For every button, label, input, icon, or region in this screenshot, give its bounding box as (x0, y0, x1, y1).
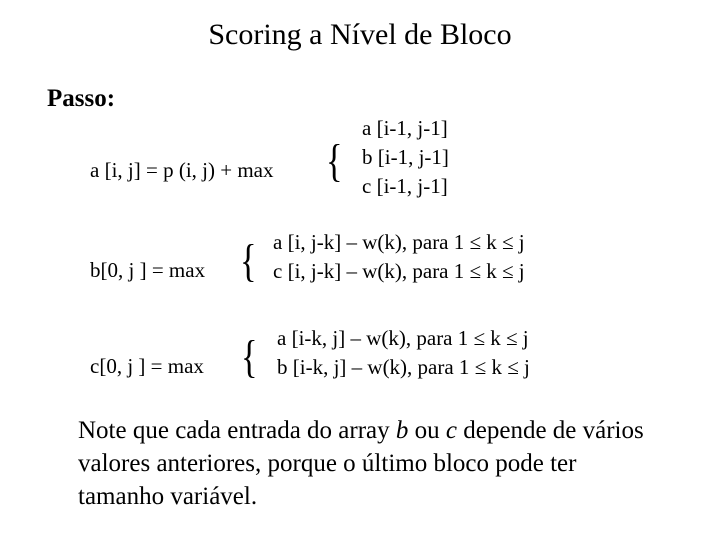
equation-b-options (273, 228, 525, 286)
equation-a-option: a [i-1, j-1] (362, 116, 448, 140)
note-text: ou (408, 417, 446, 444)
note-text: depende de vários valores anteriores, porque o último bloco pode ter tamanho variável. (78, 417, 644, 510)
equation-b-lhs: b[0, j ] = max (90, 258, 206, 282)
equation-c-option: b [i-k, j] – w(k), para 1 ≤ k ≤ j (277, 355, 530, 379)
equation-c-option: a [i-k, j] – w(k), para 1 ≤ k ≤ j (277, 326, 529, 350)
equation-b-option: a [i, j-k] – w(k), para 1 ≤ k ≤ j (273, 230, 525, 254)
note-var-b: b (395, 417, 409, 444)
note-paragraph (78, 414, 658, 513)
equation-a-brace: { (326, 135, 343, 186)
equation-a-lhs: a [i, j] = p (i, j) + max (90, 158, 274, 182)
equation-a-option: b [i-1, j-1] (362, 145, 449, 169)
equation-c-brace: { (241, 331, 258, 382)
equation-b-option: c [i, j-k] – w(k), para 1 ≤ k ≤ j (273, 259, 525, 283)
note-var-c: c (445, 417, 457, 444)
note-text: Note que cada entrada do array (78, 417, 396, 444)
equation-b-brace: { (240, 235, 257, 286)
equation-c-lhs: c[0, j ] = max (90, 354, 204, 378)
equation-a-options (362, 114, 449, 201)
page-title: Scoring a Nível de Bloco (208, 18, 512, 51)
equation-c-options (277, 324, 530, 382)
equation-a-option: c [i-1, j-1] (362, 174, 448, 198)
step-label: Passo: (47, 85, 116, 112)
